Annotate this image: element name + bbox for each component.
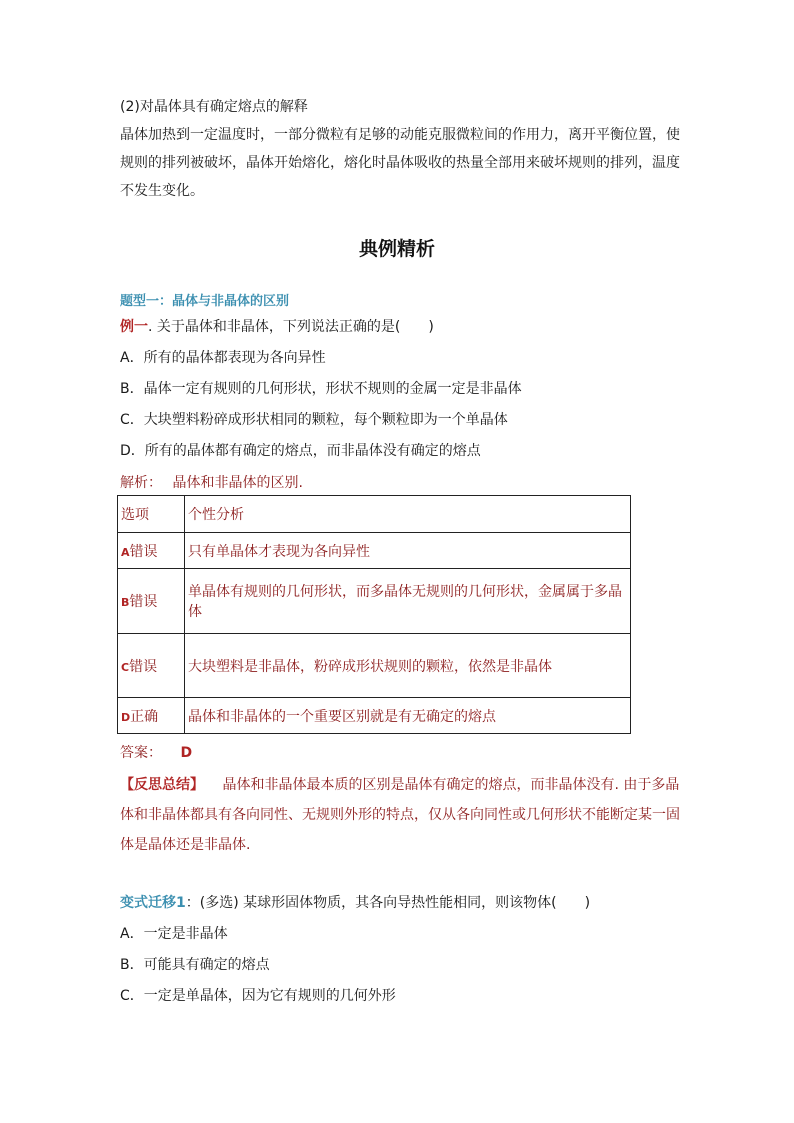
variant-stem: ：(多选) 某球形固体物质，其各向导热性能相同，则该物体( ) xyxy=(185,895,591,911)
variant-option-a: A．一定是非晶体 xyxy=(120,926,228,942)
analysis-label: 解析： xyxy=(120,475,162,491)
analysis-table xyxy=(117,495,631,734)
option-verdict: 错误 xyxy=(129,658,158,675)
table-header-analysis: 个性分析 xyxy=(185,496,631,533)
analysis-line xyxy=(120,472,303,492)
option-verdict: 错误 xyxy=(129,594,158,610)
intro-paragraph-line-2: 规则的排列被破坏，晶体开始熔化，熔化时晶体吸收的热量全部用来破坏规则的排列，温度 xyxy=(120,155,680,171)
table-row xyxy=(118,533,631,569)
option-d: D．所有的晶体都有确定的熔点，而非晶体没有确定的熔点 xyxy=(120,443,481,459)
reflection-text-3: 体是晶体还是非晶体. xyxy=(120,837,251,853)
option-verdict: 错误 xyxy=(129,543,158,560)
reflection-text-2: 体和非晶体都具有各向同性、无规则外形的特点，仅从各向同性或几何形状不能断定某一固 xyxy=(120,807,680,823)
table-header-option: 选项 xyxy=(118,496,185,533)
variant-option-b: B．可能具有确定的熔点 xyxy=(120,957,270,973)
variant-question xyxy=(120,892,590,912)
option-letter: D xyxy=(121,710,131,724)
answer-value: D xyxy=(180,745,193,761)
table-row-analysis: 单晶体有规则的几何形状，而多晶体无规则的几何形状，金属属于多晶体 xyxy=(185,569,631,634)
reflection-line-1 xyxy=(120,774,679,794)
option-letter: A xyxy=(121,545,130,559)
example-label: 例一 xyxy=(120,319,148,335)
option-verdict: 正确 xyxy=(130,708,159,725)
option-b: B．晶体一定有规则的几何形状，形状不规则的金属一定是非晶体 xyxy=(120,381,522,397)
option-c: C．大块塑料粉碎成形状相同的颗粒，每个颗粒即为一个单晶体 xyxy=(120,412,508,428)
option-letter: C xyxy=(121,660,130,674)
reflection-label: 【反思总结】 xyxy=(120,777,204,793)
table-row xyxy=(118,569,631,634)
example-stem: . 关于晶体和非晶体，下列说法正确的是( ) xyxy=(148,319,434,335)
table-row-analysis: 大块塑料是非晶体，粉碎成形状规则的颗粒，依然是非晶体 xyxy=(185,634,631,698)
table-row-option xyxy=(118,698,185,734)
intro-paragraph-line-1: 晶体加热到一定温度时，一部分微粒有足够的动能克服微粒间的作用力，离开平衡位置，使 xyxy=(120,127,680,143)
table-row-analysis: 只有单晶体才表现为各向异性 xyxy=(185,533,631,569)
table-row-option xyxy=(118,634,185,698)
option-a: A．所有的晶体都表现为各向异性 xyxy=(120,350,326,366)
variant-label: 变式迁移1 xyxy=(120,895,186,911)
variant-option-c: C．一定是单晶体，因为它有规则的几何外形 xyxy=(120,988,396,1004)
answer-label: 答案： xyxy=(120,745,162,761)
table-row-analysis: 晶体和非晶体的一个重要区别就是有无确定的熔点 xyxy=(185,698,631,734)
table-row-option xyxy=(118,533,185,569)
table-row xyxy=(118,698,631,734)
table-row-option xyxy=(118,569,185,634)
answer-line xyxy=(120,742,192,762)
question-type-label: 题型一：晶体与非晶体的区别 xyxy=(120,294,290,309)
section-title: 典例精析 xyxy=(358,238,435,260)
intro-paragraph-line-3: 不发生变化。 xyxy=(120,183,204,199)
example-question xyxy=(120,316,434,336)
option-letter: B xyxy=(121,596,130,609)
analysis-text: 晶体和非晶体的区别. xyxy=(172,475,303,491)
intro-heading: (2)对晶体具有确定熔点的解释 xyxy=(120,99,308,115)
table-header-row xyxy=(118,496,631,533)
reflection-text-1: 晶体和非晶体最本质的区别是晶体有确定的熔点，而非晶体没有. 由于多晶 xyxy=(222,777,680,793)
table-row xyxy=(118,634,631,698)
